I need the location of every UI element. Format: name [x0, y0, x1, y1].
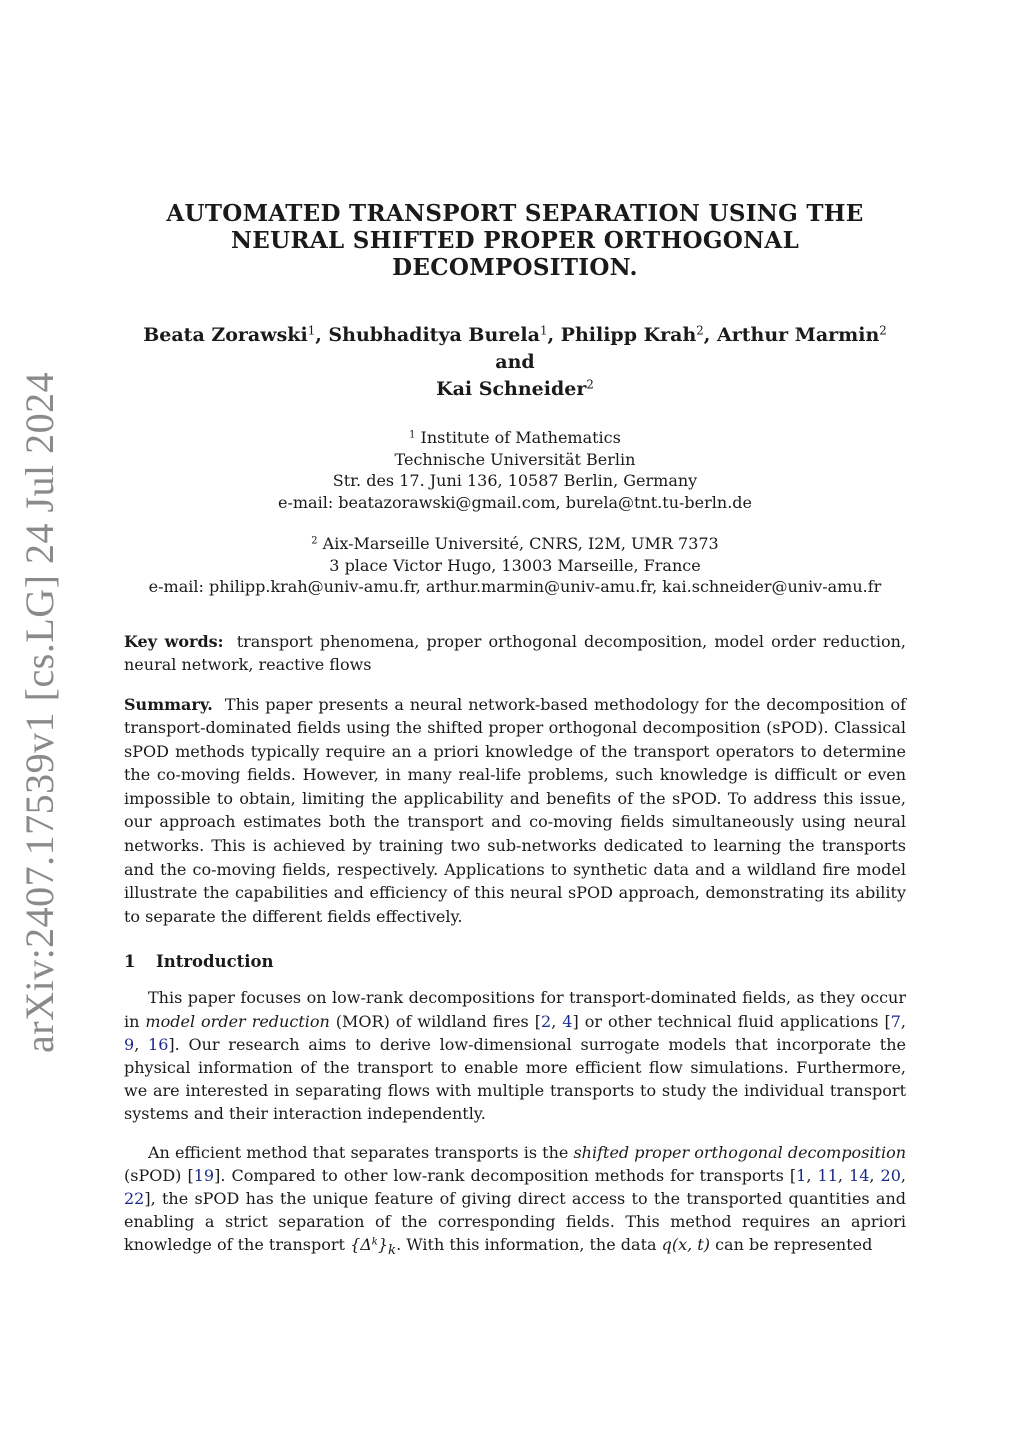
summary-text: This paper presents a neural network-based methodology for the decomposition of transport-dominated fields using the shifted proper orthogonal decomposition (sPOD). Classical sPOD methods typically require an a priori knowledge of the transport operators to determine the co-moving fields. However, in many real-life problems, such knowledge is difficult or even impossible to obtain, limiting the applicability and benefits of the sPOD. To address this issue, our approach estimates both the transport and co-moving fields simultaneously using neural networks. This is achieved by training two sub-networks dedicated to learning the transports and the co-moving fields, respectively. Applications to synthetic data and a wildland fire model illustrate the capabilities and efficiency of this neural sPOD approach, demonstrating its ability to separate the different fields effectively. — [124, 694, 907, 926]
body-paragraph — [124, 1141, 906, 1263]
author-affiliation-mark: 2 — [586, 377, 594, 392]
citation-link[interactable]: 2 — [541, 1011, 552, 1031]
section-number: 1 — [124, 952, 136, 972]
affiliation-block — [124, 427, 906, 513]
affiliation-line: Str. des 17. Juni 136, 10587 Berlin, Germany — [332, 471, 698, 490]
citation-link[interactable]: 4 — [562, 1011, 573, 1031]
citation-link[interactable]: 1 — [796, 1166, 807, 1186]
author-conjunction: and — [495, 351, 535, 373]
citation-link[interactable]: 9 — [124, 1034, 135, 1054]
separator: , — [869, 1166, 881, 1186]
separator: , — [551, 1011, 563, 1031]
affiliation-mark: 2 — [311, 535, 318, 547]
math-part: } — [377, 1235, 388, 1255]
title-line: DECOMPOSITION. — [392, 254, 638, 281]
affiliation-block — [124, 533, 906, 598]
author-name: Arthur Marmin — [717, 324, 880, 346]
citation-link[interactable]: 20 — [880, 1166, 901, 1186]
paper-title — [124, 200, 906, 281]
affiliation-email: e-mail: philipp.krah@univ-amu.fr, arthur.marmin@univ-amu.fr, kai.schneider@univ-amu.fr — [148, 577, 882, 596]
author-affiliation-mark: 1 — [539, 323, 548, 338]
body-text: This paper focuses on low-rank decompositions for transport-dominated fields, as they occur in — [124, 988, 906, 1031]
summary-label: Summary. — [124, 694, 213, 714]
affiliation-line: Institute of Mathematics — [420, 428, 621, 447]
affiliation-email: e-mail: beatazorawski@gmail.com, burela@tnt.tu-berln.de — [278, 492, 752, 512]
body-paragraph — [124, 986, 906, 1125]
citation-link[interactable]: 7 — [890, 1011, 901, 1031]
author-list: Beata Zorawski$^1$, Shubhaditya Burela$^1$, Philipp Krah$^2$, Arthur Marmin$^2$ and Kai Schneider$^2$ — [143, 323, 887, 400]
author-name: Philipp Krah — [560, 324, 697, 346]
math-part: {Δ — [350, 1235, 372, 1255]
citation-link[interactable]: 19 — [193, 1166, 215, 1186]
body-text: ]. Our research aims to derive low-dimensional surrogate models that incorporate the physical information of the transport to enable more efficient flow simulations. Furthermore, we are interested in separating flows with multiple transports to study the individual transport systems and their interaction independently. — [124, 1034, 906, 1123]
paper-page — [124, 200, 906, 1279]
affiliation-line: Technische Universität Berlin — [394, 449, 636, 469]
citation-link[interactable]: 16 — [148, 1034, 169, 1054]
title-line: AUTOMATED TRANSPORT SEPARATION USING THE — [166, 200, 864, 227]
author-affiliation-mark: 1 — [307, 323, 316, 338]
section-title: Introduction — [156, 952, 274, 972]
citation-link[interactable]: 14 — [849, 1166, 870, 1186]
separator: , — [900, 1011, 906, 1031]
title-line: NEURAL SHIFTED PROPER ORTHOGONAL — [230, 227, 800, 254]
section-heading — [124, 950, 906, 974]
emphasis-text: model order reduction — [145, 1011, 330, 1031]
math-expression — [350, 1235, 397, 1259]
author-affiliation-mark: 2 — [696, 323, 704, 338]
keywords-text: transport phenomena, proper orthogonal decomposition, model order reduction, neural network, reactive flows — [124, 631, 907, 674]
body-text: ] or other technical fluid applications [ — [572, 1011, 891, 1031]
author-name: Shubhaditya Burela — [328, 324, 540, 346]
author-affiliation-mark: 2 — [879, 323, 887, 338]
citation-link[interactable]: 22 — [124, 1189, 145, 1209]
author-name: Beata Zorawski — [143, 324, 308, 346]
keywords-label: Key words: — [124, 631, 224, 651]
citation-link[interactable]: 11 — [817, 1166, 838, 1186]
author-name: Kai Schneider — [436, 378, 587, 400]
body-text: . With this information, the data — [396, 1235, 662, 1255]
separator: , — [134, 1034, 149, 1054]
keywords-paragraph — [124, 630, 906, 677]
body-text: (sPOD) [ — [124, 1166, 194, 1186]
arxiv-identifier-stamp: arXiv:2407.17539v1 [cs.LG] 24 Jul 2024 — [17, 371, 62, 1053]
math-expression: q(x, t) — [661, 1235, 710, 1255]
summary-paragraph — [124, 693, 906, 929]
body-text: ], the sPOD has the unique feature of giving direct access to the transported quantities and enabling a strict separation of the corresponding fields. This method requires an apriori knowledge of the transport — [124, 1189, 906, 1255]
body-text: ]. Compared to other low-rank decomposition methods for transports [ — [214, 1166, 797, 1186]
math-subscript: k — [388, 1243, 397, 1259]
separator: , — [900, 1166, 906, 1186]
separator: , — [837, 1166, 850, 1186]
affiliation-line: 3 place Victor Hugo, 13003 Marseille, France — [329, 555, 701, 575]
body-text: can be represented — [709, 1235, 873, 1255]
affiliation-line: Aix-Marseille Université, CNRS, I2M, UMR 7373 — [322, 534, 719, 553]
math-superscript: k — [371, 1236, 378, 1248]
body-text: An efficient method that separates transports is the — [148, 1143, 574, 1162]
body-text: (MOR) of wildland fires [ — [329, 1011, 542, 1031]
emphasis-text: shifted proper orthogonal decomposition — [573, 1143, 907, 1162]
affiliation-mark: 1 — [409, 429, 416, 441]
separator: , — [806, 1166, 818, 1186]
